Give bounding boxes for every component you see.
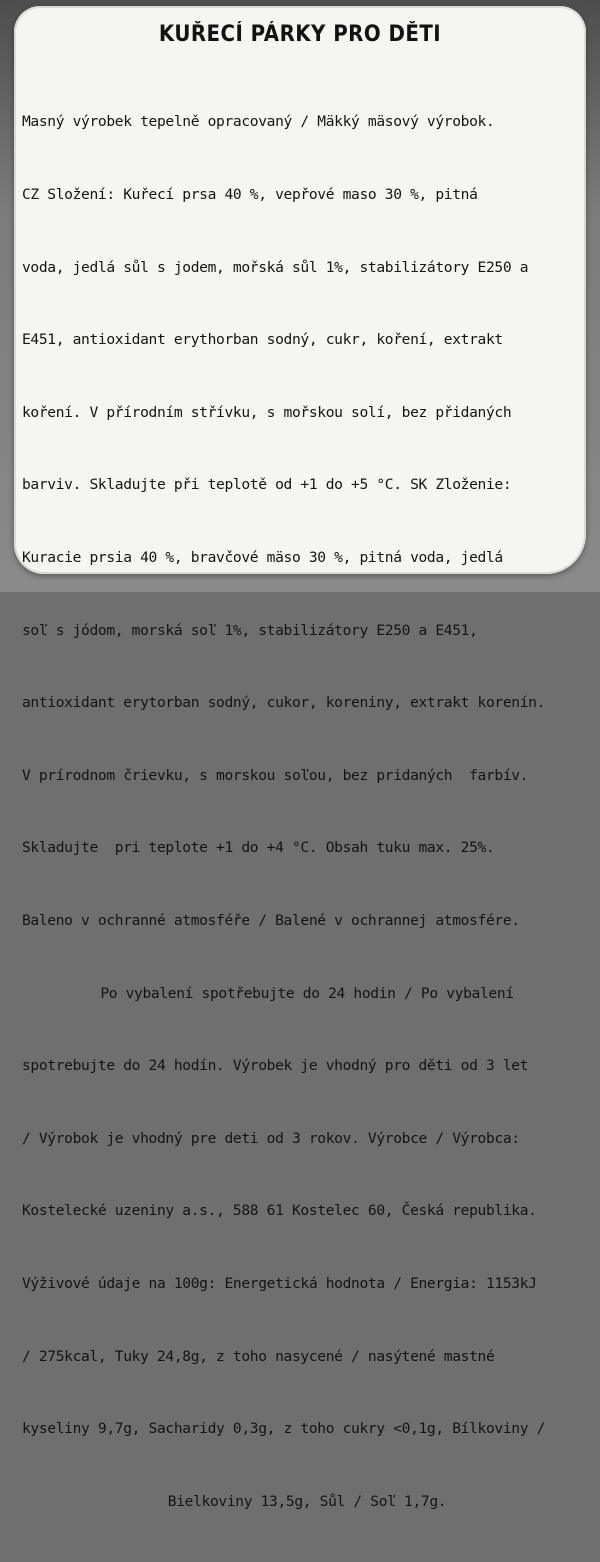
label-line: Po vybalení spotřebujte do 24 hodin / Po vybalení	[100, 984, 514, 1002]
label-line: barviv. Skladujte při teplotě od +1 do +5 °C. SK Zloženie:	[22, 476, 512, 494]
label-line: E451, antioxidant erythorban sodný, cukr, koření, extrakt	[22, 331, 503, 349]
label-line: antioxidant erytorban sodný, cukor, koreniny, extrakt korenín.	[22, 694, 546, 712]
label-line: voda, jedlá sůl s jodem, mořská sůl 1%, stabilizátory E250 a	[22, 258, 529, 276]
label-line: V prírodnom črievku, s morskou soľou, bez pridaných farbív.	[22, 766, 529, 784]
label-line: Výživové údaje na 100g: Energetická hodnota / Energia: 1153kJ	[22, 1274, 537, 1292]
label-line: Masný výrobek tepelně opracovaný / Mäkký mäsový výrobok.	[22, 113, 495, 131]
label-line: kyseliny 9,7g, Sacharidy 0,3g, z toho cukry <0,1g, Bílkoviny /	[22, 1420, 546, 1438]
label-line: koření. V přírodním střívku, s mořskou solí, bez přidaných	[22, 403, 512, 421]
product-title: KUŘECÍ PÁRKY PRO DĚTI	[158, 22, 442, 47]
label-line: Baleno v ochranné atmosféře / Balené v ochrannej atmosfére.	[22, 911, 520, 929]
label-line: / Výrobok je vhodný pre deti od 3 rokov. Výrobce / Výrobca:	[22, 1129, 520, 1147]
label-line: Skladujte pri teplote +1 do +4 °C. Obsah tuku max. 25%.	[22, 839, 495, 857]
label-line: CZ Složení: Kuřecí prsa 40 %, vepřové maso 30 %, pitná	[22, 186, 478, 203]
ingredients-text-block	[22, 62, 592, 1562]
product-label	[14, 6, 586, 1510]
label-line: spotrebujte do 24 hodín. Výrobek je vhodný pro děti od 3 let	[22, 1057, 529, 1075]
label-line: / 275kcal, Tuky 24,8g, z toho nasycené / nasýtené mastné	[22, 1347, 495, 1365]
label-line: Kuracie prsia 40 %, bravčové mäso 30 %, pitná voda, jedlá	[22, 548, 503, 566]
label-line: soľ s jódom, morská soľ 1%, stabilizátory E250 a E451,	[22, 621, 478, 639]
label-line: Kostelecké uzeniny a.s., 588 61 Kostelec 60, Česká republika.	[22, 1202, 537, 1220]
label-line: Bielkoviny 13,5g, Sůl / Soľ 1,7g.	[167, 1492, 447, 1510]
